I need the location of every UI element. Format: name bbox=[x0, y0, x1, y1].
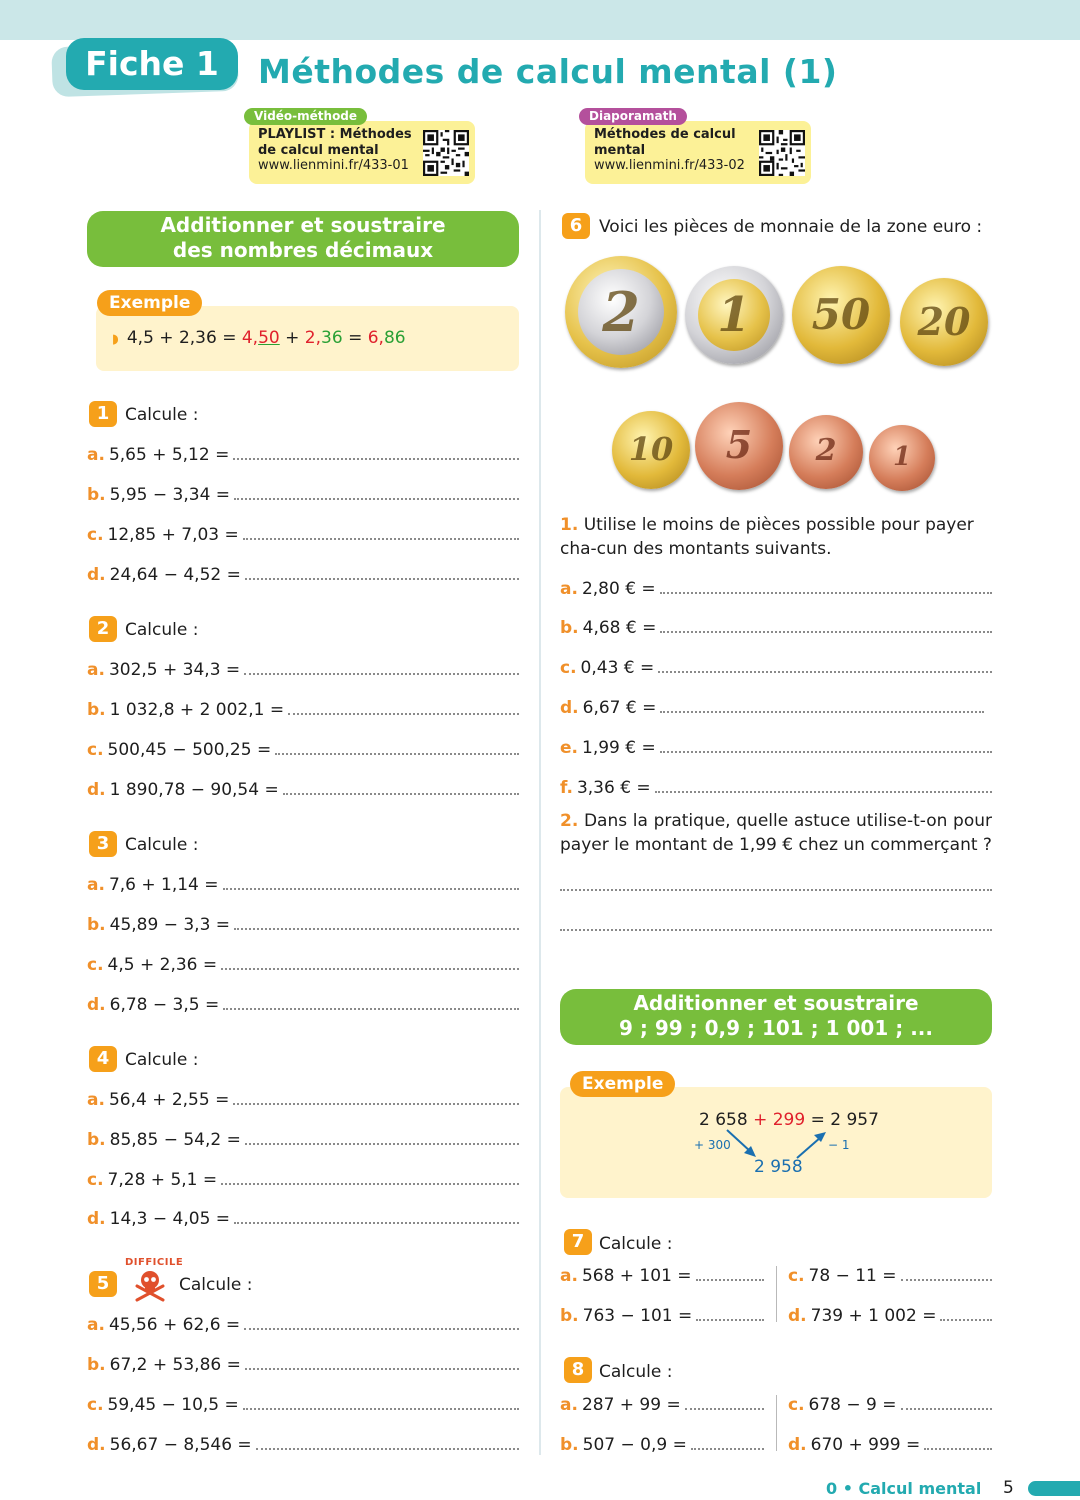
example-eq-b: 299 bbox=[772, 1110, 806, 1130]
exercise-instruction: Calcule : bbox=[179, 1275, 253, 1295]
exercise-number: 6 bbox=[562, 213, 590, 239]
answer-line[interactable] bbox=[233, 1091, 519, 1105]
resource-diaporamath-tag: Diaporamath bbox=[579, 108, 687, 125]
example-eq-op: + bbox=[747, 1110, 773, 1130]
answer-line[interactable] bbox=[691, 1436, 764, 1450]
exercise-item: c. 678 − 9 = bbox=[788, 1395, 992, 1415]
exercise-item: a. 5,65 + 5,12 = bbox=[87, 445, 519, 465]
exercise-item: d. 14,3 − 4,05 = bbox=[87, 1209, 519, 1229]
exercise-item: b. 763 − 101 = bbox=[560, 1306, 764, 1326]
exercise-item: a. 7,6 + 1,14 = bbox=[87, 875, 519, 895]
answer-line[interactable] bbox=[243, 1396, 519, 1410]
question-2 bbox=[560, 809, 992, 857]
exercise-number: 7 bbox=[564, 1229, 592, 1255]
exercise-number: 8 bbox=[564, 1357, 592, 1383]
answer-line[interactable] bbox=[223, 996, 519, 1010]
amount-item: a. 2,80 € = bbox=[560, 579, 992, 599]
exercise-number: 2 bbox=[89, 616, 117, 642]
answer-line[interactable] bbox=[244, 1316, 519, 1330]
answer-line[interactable] bbox=[283, 781, 519, 795]
exercise-item: c. 7,28 + 5,1 = bbox=[87, 1170, 519, 1190]
answer-line[interactable] bbox=[940, 1307, 992, 1321]
footer-accent-bar bbox=[1028, 1481, 1080, 1496]
example-eq-a: 2 658 bbox=[699, 1110, 748, 1130]
answer-line[interactable] bbox=[660, 699, 984, 713]
question-number: 1. bbox=[560, 515, 579, 535]
answer-line[interactable] bbox=[560, 877, 992, 891]
answer-line[interactable] bbox=[696, 1307, 764, 1321]
resource-diaporamath-line2: mental bbox=[594, 142, 646, 158]
answer-line[interactable] bbox=[655, 779, 992, 793]
coin-1-euro bbox=[685, 266, 783, 364]
answer-line[interactable] bbox=[234, 1210, 519, 1224]
example-equation bbox=[699, 1110, 879, 1130]
answer-line[interactable] bbox=[245, 1131, 519, 1145]
answer-line[interactable] bbox=[234, 916, 519, 930]
exercise-number: 5 bbox=[89, 1271, 117, 1297]
answer-line[interactable] bbox=[256, 1436, 519, 1450]
question-text: Utilise le moins de pièces possible pour payer cha-cun des montants suivants. bbox=[560, 515, 974, 559]
answer-line[interactable] bbox=[685, 1396, 764, 1410]
example-part-c: 50 bbox=[258, 328, 280, 348]
amount-item: e. 1,99 € = bbox=[560, 738, 992, 758]
resource-video-line1-bold: PLAYLIST bbox=[258, 127, 326, 142]
fiche-label: Fiche 1 bbox=[66, 38, 238, 90]
section-banner-tricks bbox=[560, 989, 992, 1045]
amount-item: c. 0,43 € = bbox=[560, 658, 992, 678]
answer-line[interactable] bbox=[221, 956, 519, 970]
exercise-item: b. 507 − 0,9 = bbox=[560, 1435, 764, 1455]
resource-video-line1-rest: : Méthodes bbox=[325, 127, 412, 142]
column-separator bbox=[776, 1395, 777, 1451]
example-part-d: + bbox=[279, 328, 305, 348]
answer-line[interactable] bbox=[660, 619, 992, 633]
exercise-item: d. 6,78 − 3,5 = bbox=[87, 995, 519, 1015]
example-eq-c: = 2 957 bbox=[805, 1110, 879, 1130]
coin-value: 10 bbox=[628, 430, 674, 468]
answer-line[interactable] bbox=[245, 1356, 519, 1370]
coin-2-cent bbox=[789, 415, 863, 489]
resource-video-tag: Vidéo-méthode bbox=[244, 108, 367, 125]
coin-value: 2 bbox=[602, 280, 640, 344]
coin-value: 2 bbox=[815, 433, 837, 468]
coin-value: 1 bbox=[892, 442, 912, 472]
example-part-e: 2, bbox=[304, 328, 322, 348]
exercise-instruction: Calcule : bbox=[599, 1234, 673, 1254]
exercise-item: c. 4,5 + 2,36 = bbox=[87, 955, 519, 975]
exercise-instruction: Calcule : bbox=[125, 1050, 199, 1070]
exercise-item: a. 287 + 99 = bbox=[560, 1395, 764, 1415]
answer-line[interactable] bbox=[221, 1171, 519, 1185]
answer-line[interactable] bbox=[234, 486, 519, 500]
example-part-h: 6, bbox=[367, 328, 384, 348]
exercise-number: 4 bbox=[89, 1046, 117, 1072]
coin-value: 20 bbox=[917, 299, 971, 344]
resource-video-text bbox=[258, 127, 412, 174]
exercise-item: c. 500,45 − 500,25 = bbox=[87, 740, 519, 760]
answer-line[interactable] bbox=[660, 739, 992, 753]
section-banner-line2: des nombres décimaux bbox=[172, 238, 434, 262]
resource-diaporamath-line1: Méthodes de calcul bbox=[594, 127, 736, 142]
example-tag: Exemple bbox=[570, 1071, 675, 1097]
question-number: 2. bbox=[560, 811, 579, 831]
example-part-f: 36 bbox=[321, 328, 343, 348]
answer-line[interactable] bbox=[901, 1396, 992, 1410]
coin-50-cent bbox=[792, 266, 890, 364]
coin-1-cent bbox=[869, 425, 935, 491]
coin-5-cent bbox=[695, 402, 783, 490]
exercise-item: d. 56,67 − 8,546 = bbox=[87, 1435, 519, 1455]
example-step-minus: − 1 bbox=[828, 1138, 850, 1152]
exercise-item: c. 12,85 + 7,03 = bbox=[87, 525, 519, 545]
column-separator bbox=[776, 1266, 777, 1322]
exercise-item: a. 45,56 + 62,6 = bbox=[87, 1315, 519, 1335]
column-divider bbox=[539, 210, 541, 1455]
coin-value: 5 bbox=[725, 422, 753, 467]
amount-item: b. 4,68 € = bbox=[560, 618, 992, 638]
section-banner-line1: Additionner et soustraire bbox=[633, 991, 919, 1015]
answer-line[interactable] bbox=[560, 917, 992, 931]
exercise-instruction: Calcule : bbox=[599, 1362, 673, 1382]
example-step-plus: + 300 bbox=[694, 1138, 731, 1152]
example-part-i: 86 bbox=[383, 328, 406, 348]
exercise-item: d. 1 890,78 − 90,54 = bbox=[87, 780, 519, 800]
question-text: Dans la pratique, quelle astuce utilise-t-on pour payer le montant de 1,99 € chez un commerçant ? bbox=[560, 811, 992, 855]
exercise-instruction: Calcule : bbox=[125, 620, 199, 640]
exercise-instruction: Calcule : bbox=[125, 405, 199, 425]
page-number: 5 bbox=[1003, 1478, 1014, 1498]
resource-video-line2: de calcul mental bbox=[258, 142, 379, 158]
question-1 bbox=[560, 513, 992, 561]
top-band bbox=[0, 0, 1080, 40]
exercise-number: 3 bbox=[89, 831, 117, 857]
exercise-item: a. 56,4 + 2,55 = bbox=[87, 1090, 519, 1110]
answer-line[interactable] bbox=[288, 701, 519, 715]
qr-code-icon[interactable] bbox=[423, 130, 469, 176]
answer-line[interactable] bbox=[901, 1267, 992, 1281]
answer-line[interactable] bbox=[245, 566, 519, 580]
answer-line[interactable] bbox=[696, 1267, 764, 1281]
answer-line[interactable] bbox=[244, 661, 519, 675]
answer-line[interactable] bbox=[275, 741, 519, 755]
answer-line[interactable] bbox=[233, 446, 519, 460]
answer-line[interactable] bbox=[658, 659, 992, 673]
exercise-item: b. 45,89 − 3,3 = bbox=[87, 915, 519, 935]
exercise-instruction: Voici les pièces de monnaie de la zone euro : bbox=[599, 217, 983, 237]
resource-diaporamath-text bbox=[594, 127, 745, 174]
exercise-item: c. 78 − 11 = bbox=[788, 1266, 992, 1286]
exercise-item: d. 670 + 999 = bbox=[788, 1435, 992, 1455]
example-tag: Exemple bbox=[97, 290, 202, 316]
amount-item: d. 6,67 € = bbox=[560, 698, 984, 718]
exercise-number: 1 bbox=[89, 401, 117, 427]
coin-20-cent bbox=[900, 278, 988, 366]
bullet-icon: ◗ bbox=[112, 332, 119, 347]
coin-value: 50 bbox=[811, 290, 871, 339]
resource-video-url[interactable]: www.lienmini.fr/433-01 bbox=[258, 158, 409, 173]
page-title: Méthodes de calcul mental (1) bbox=[258, 52, 838, 91]
exercise-item: b. 67,2 + 53,86 = bbox=[87, 1355, 519, 1375]
section-banner-line2: 9 ; 99 ; 0,9 ; 101 ; 1 001 ; ... bbox=[619, 1016, 933, 1040]
example-intermediate: 2 958 bbox=[754, 1157, 803, 1177]
example-part-b: 4, bbox=[241, 328, 259, 348]
coin-2-euro bbox=[565, 256, 677, 368]
exercise-item: b. 5,95 − 3,34 = bbox=[87, 485, 519, 505]
difficulty-label: DIFFICILE bbox=[125, 1257, 184, 1268]
example-equation bbox=[112, 328, 406, 350]
exercise-item: d. 24,64 − 4,52 = bbox=[87, 565, 519, 585]
coin-10-cent bbox=[612, 411, 690, 489]
section-banner-line1: Additionner et soustraire bbox=[160, 213, 446, 237]
amount-item: f. 3,36 € = bbox=[560, 778, 992, 798]
example-part-a: 4,5 + 2,36 = bbox=[126, 328, 242, 348]
example-part-g: = bbox=[342, 328, 368, 348]
answer-line[interactable] bbox=[223, 876, 519, 890]
answer-line[interactable] bbox=[243, 526, 519, 540]
exercise-instruction: Calcule : bbox=[125, 835, 199, 855]
resource-diaporamath-url[interactable]: www.lienmini.fr/433-02 bbox=[594, 158, 745, 173]
answer-line[interactable] bbox=[660, 580, 992, 594]
exercise-item: c. 59,45 − 10,5 = bbox=[87, 1395, 519, 1415]
exercise-item: d. 739 + 1 002 = bbox=[788, 1306, 992, 1326]
qr-code-icon[interactable] bbox=[759, 130, 805, 176]
section-banner-decimals bbox=[87, 211, 519, 267]
exercise-item: a. 302,5 + 34,3 = bbox=[87, 660, 519, 680]
exercise-item: b. 1 032,8 + 2 002,1 = bbox=[87, 700, 519, 720]
footer-chapter-label: 0 • Calcul mental bbox=[826, 1479, 982, 1498]
answer-line[interactable] bbox=[924, 1436, 992, 1450]
exercise-item: a. 568 + 101 = bbox=[560, 1266, 764, 1286]
exercise-item: b. 85,85 − 54,2 = bbox=[87, 1130, 519, 1150]
skull-crossbones-icon bbox=[133, 1268, 167, 1302]
coin-value: 1 bbox=[717, 287, 751, 343]
